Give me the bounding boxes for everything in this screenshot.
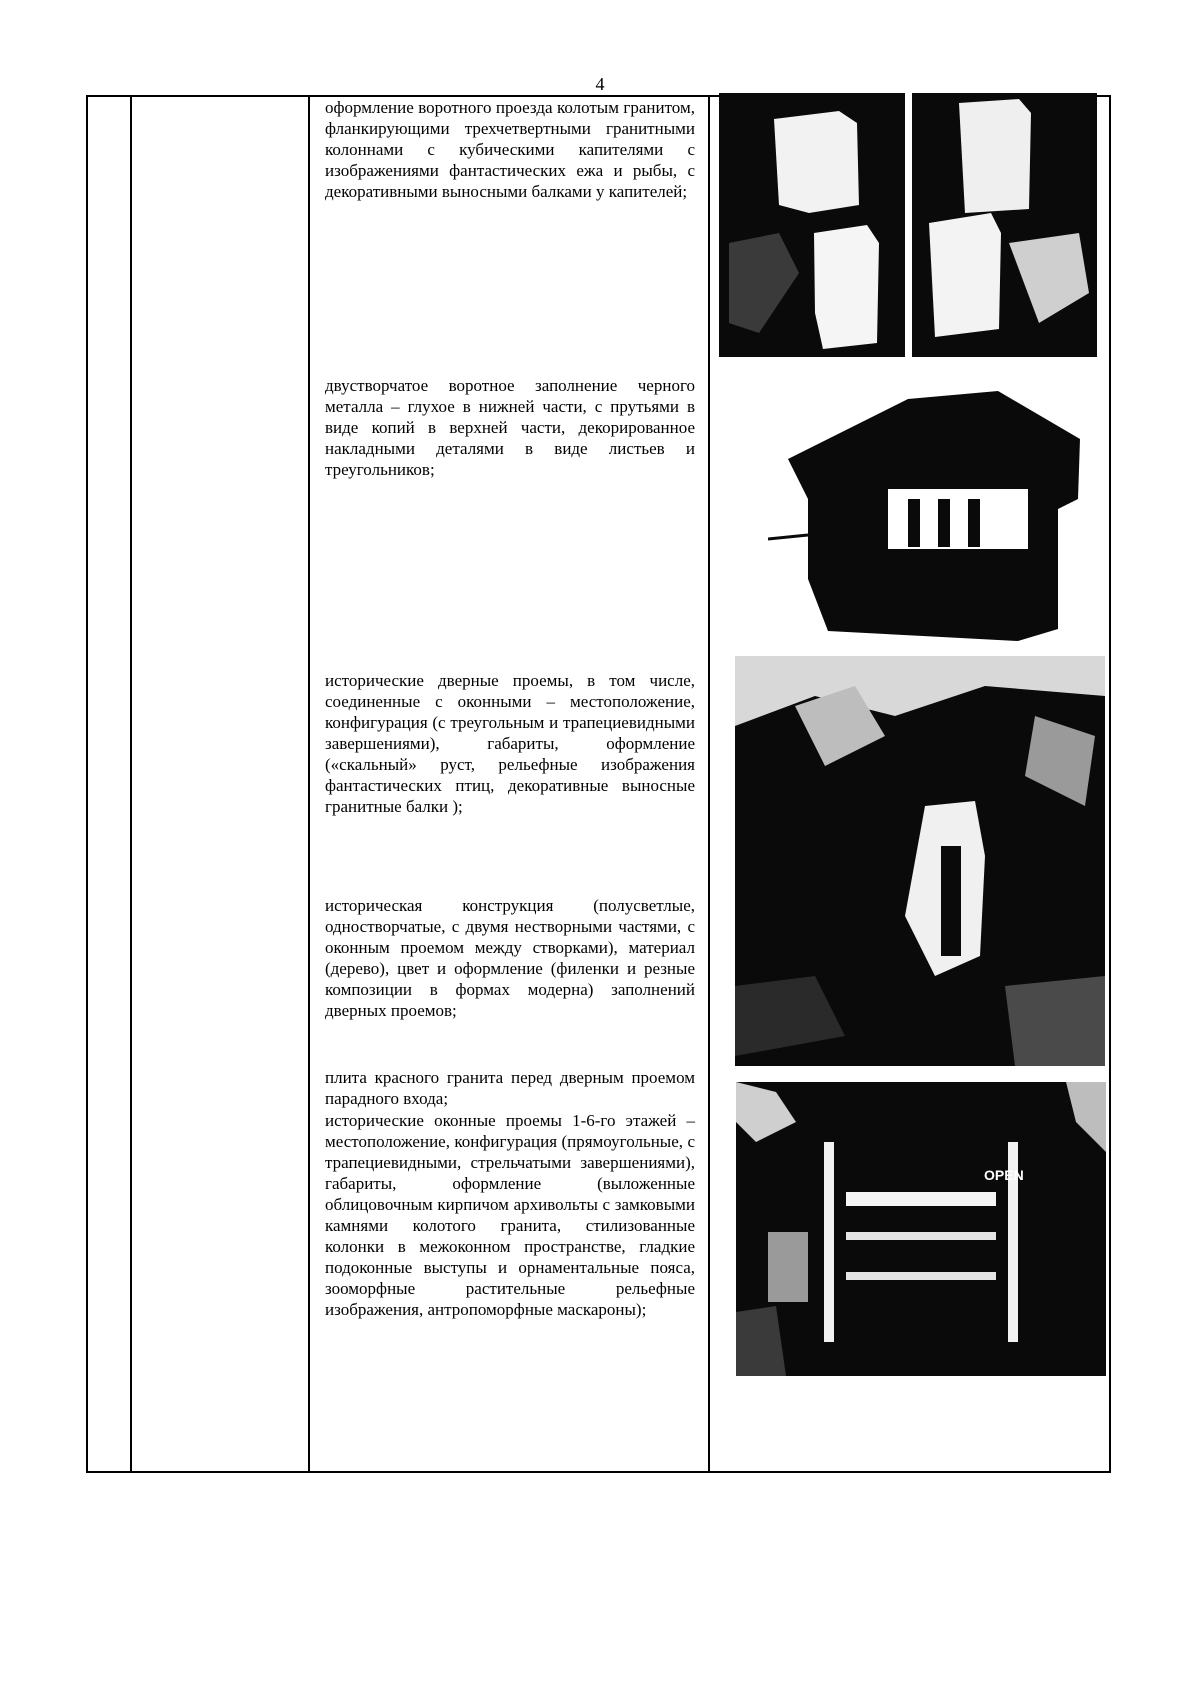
- text-paragraph: историческая конструкция (полусветлые, одностворчатые, с двумя нестворными частями, с оконным проемом между створками), материал (дерево), цвет и оформление (филенки и резные композиции в формах модерна) заполнений дверных проемов;: [325, 896, 695, 1020]
- window-openings-description: [325, 1110, 695, 1320]
- column-divider-3: [708, 97, 710, 1471]
- text-paragraph: плита красного гранита перед дверным проемом парадного входа;: [325, 1068, 695, 1108]
- gate-fill-description: [325, 375, 695, 480]
- column-divider-1: [130, 97, 132, 1471]
- door-openings-description: [325, 670, 695, 817]
- gate-passage-description: [325, 97, 695, 202]
- granite-slab-description: [325, 1067, 695, 1109]
- column-divider-2: [308, 97, 310, 1471]
- text-paragraph: двустворчатое воротное заполнение черного металла – глухое в нижней части, с прутьями в виде копий в верхней части, декорированное накладными деталями в виде листьев и треугольников;: [325, 376, 695, 479]
- page-number: 4: [595, 74, 605, 94]
- text-paragraph: оформление воротного проезда колотым гранитом, фланкирующими трехчетвертными гранитными колоннами с кубическими капителями с изображениями фантастических ежа и рыбы, с декоративными выносными балками у капителей;: [325, 98, 695, 201]
- gate-columns-photo: [719, 93, 1097, 357]
- doorway-photo: [735, 656, 1105, 1066]
- shop-entrance-photo: [736, 1082, 1106, 1376]
- gate-photo: [768, 379, 1088, 651]
- text-paragraph: исторические дверные проемы, в том числе, соединенные с оконными – местоположение, конфигурация (с треугольным и трапециевидными завершениями), габариты, оформление («скальный» руст, рельефные изображения фантастических птиц, декоративные выносные гранитные балки );: [325, 671, 695, 816]
- text-paragraph: исторические оконные проемы 1-6-го этажей – местоположение, конфигурация (прямоугольные, с трапециевидными, стрельчатыми завершениями), габариты, оформление (выложенные облицовочным кирпичом архивольты с замковыми камнями колотого гранита, стилизованные колонки в межоконном пространстве, гладкие подоконные выступы и орнаментальные пояса, зооморфные растительные рельефные изображения, антропоморфные маскароны);: [325, 1111, 695, 1319]
- monument-table: [86, 95, 1111, 1473]
- shop-sign-text: OPEN: [984, 1167, 1024, 1183]
- door-construction-description: [325, 895, 695, 1021]
